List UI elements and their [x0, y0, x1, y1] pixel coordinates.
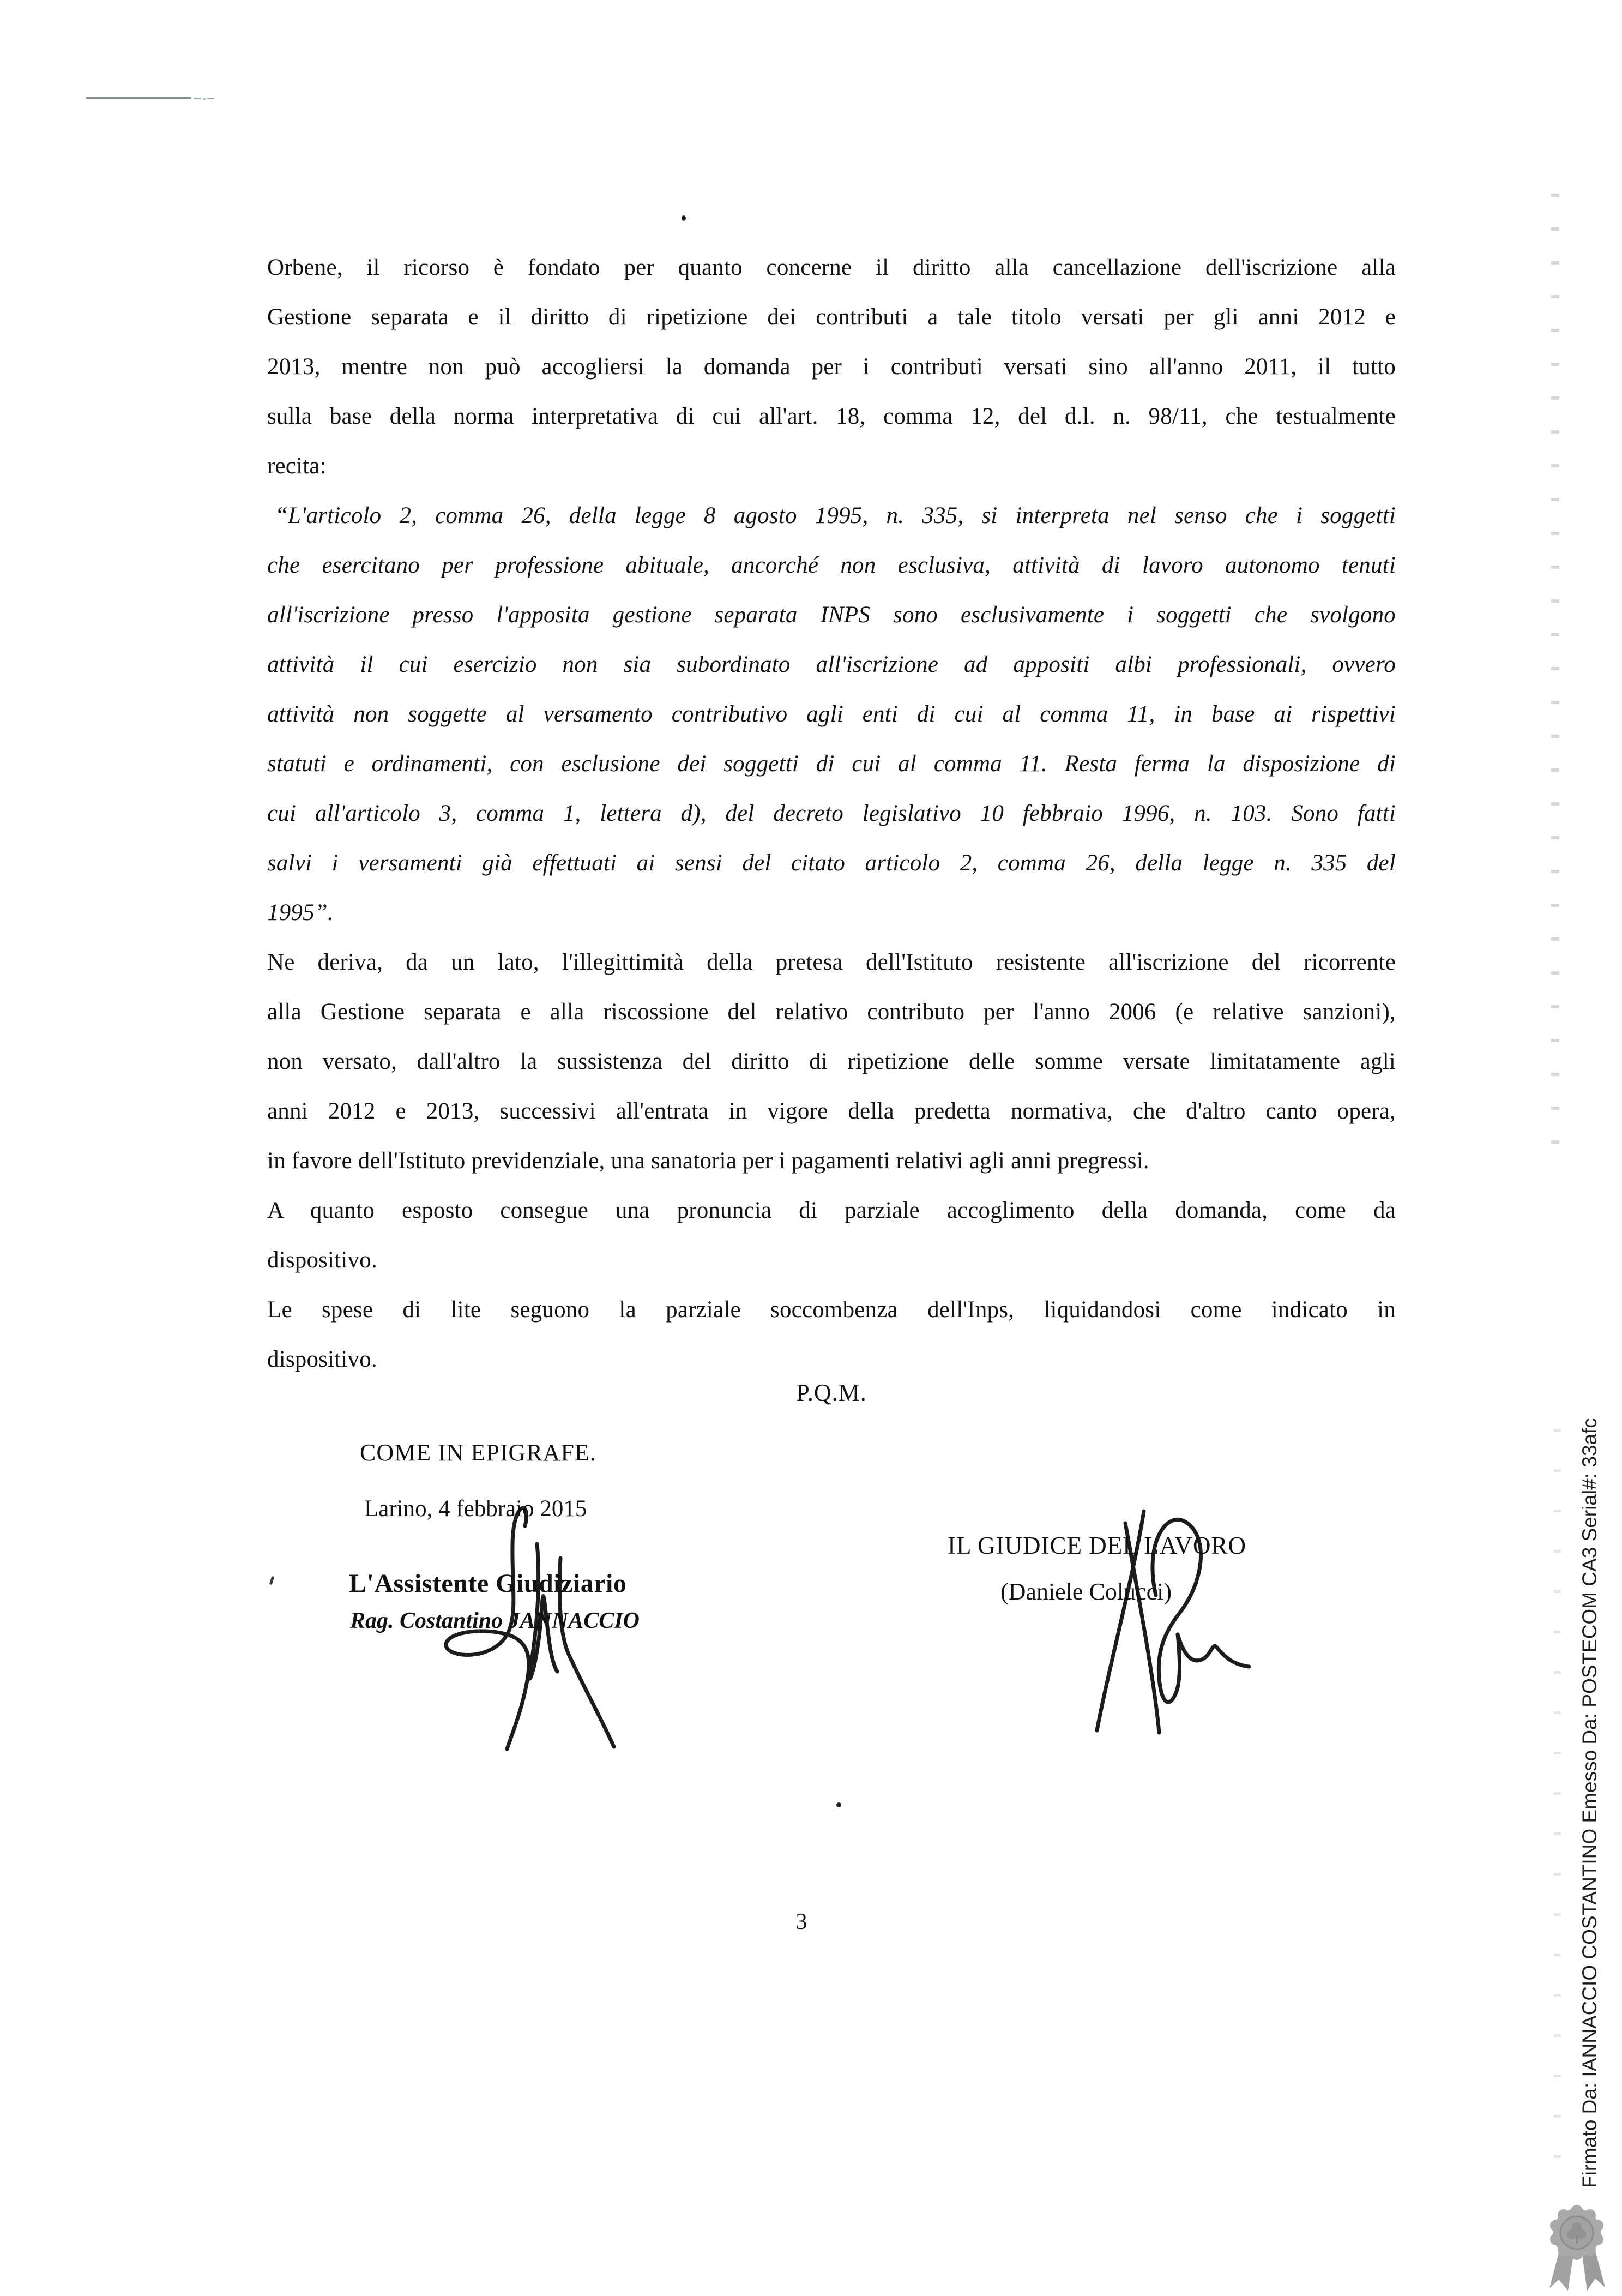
body-line: 2013, mentre non può accogliersi la domanda per i contributi versati sino all'anno 2011, il tutto	[267, 354, 1396, 380]
digital-signature-stamp: Firmato Da: IANNACCIO COSTANTINO Emesso Da: POSTECOM CA3 Serial#: 33afc	[1578, 1418, 1601, 2188]
ink-speck	[836, 1802, 841, 1807]
body-line: dispositivo.	[267, 1247, 377, 1273]
quote-line: statuti e ordinamenti, con esclusione dei soggetti di cui al comma 11. Resta ferma la disposizione di	[267, 751, 1396, 777]
body-line: A quanto esposto consegue una pronuncia di parziale accoglimento della domanda, come da	[267, 1198, 1396, 1223]
body-text	[267, 243, 1396, 1384]
epigrafe-line: COME IN EPIGRAFE.	[360, 1439, 596, 1466]
quote-line: cui all'articolo 3, comma 1, lettera d), del decreto legislativo 10 febbraio 1996, n. 103. Sono fatti	[267, 801, 1396, 826]
ink-speck	[682, 215, 686, 221]
body-line: non versato, dall'altro la sussistenza del diritto di ripetizione delle somme versate limitatamente agli	[267, 1049, 1396, 1074]
scan-artifact-dash	[207, 98, 214, 99]
scan-artifact-line	[86, 97, 191, 99]
ribbon-seal-icon	[1539, 2199, 1615, 2294]
quote-line: che esercitano per professione abituale, ancorché non esclusiva, attività di lavoro autonomo tenuti	[267, 552, 1396, 578]
quote-line: 1995”.	[267, 900, 334, 925]
judge-signature-scribble	[1069, 1492, 1265, 1753]
dateline: Larino, 4 febbraio 2015	[364, 1496, 587, 1522]
quote-line: attività il cui esercizio non sia subordinato all'iscrizione ad appositi albi professionali, ovvero	[267, 652, 1396, 677]
body-line: alla Gestione separata e alla riscossione del relativo contributo per l'anno 2006 (e relative sanzioni),	[267, 999, 1396, 1025]
quote-line: salvi i versamenti già effettuati ai sensi del citato articolo 2, comma 26, della legge n. 335 del	[267, 850, 1396, 876]
body-line: Ne deriva, da un lato, l'illegittimità della pretesa dell'Istituto resistente all'iscrizione del ricorrente	[267, 949, 1396, 975]
body-line: Gestione separata e il diritto di ripetizione dei contributi a tale titolo versati per gli anni 2012 e	[267, 304, 1396, 330]
judge-signature-name: (Daniele Colucci)	[1000, 1578, 1172, 1605]
judge-signature-role: IL GIUDICE DEL LAVORO	[948, 1532, 1247, 1559]
quote-line: all'iscrizione presso l'apposita gestione separata INPS sono esclusivamente i soggetti che svolgono	[267, 602, 1396, 628]
body-line: in favore dell'Istituto previdenziale, una sanatoria per i pagamenti relativi agli anni pregressi.	[267, 1148, 1149, 1174]
ink-speck	[269, 1576, 275, 1585]
quote-line: “L'articolo 2, comma 26, della legge 8 agosto 1995, n. 335, si interpreta nel senso che i soggetti	[275, 503, 1396, 528]
body-line: recita:	[267, 453, 327, 479]
scan-artifact-dash	[194, 98, 201, 99]
assistant-signature-role: L'Assistente Giudiziario	[349, 1569, 627, 1598]
page-number: 3	[795, 1909, 807, 1934]
assistant-signature-name: Rag. Costantino JANNACCIO	[350, 1608, 640, 1633]
body-line: Orbene, il ricorso è fondato per quanto concerne il diritto alla cancellazione dell'iscrizione alla	[267, 255, 1396, 280]
body-line: anni 2012 e 2013, successivi all'entrata in vigore della predetta normativa, che d'altro canto opera,	[267, 1098, 1396, 1124]
scan-noise-strip	[1551, 194, 1559, 1148]
scan-noise-strip	[1554, 1429, 1561, 2181]
body-line: sulla base della norma interpretativa di cui all'art. 18, comma 12, del d.l. n. 98/11, che testualmente	[267, 404, 1396, 429]
body-line: Le spese di lite seguono la parziale soccombenza dell'Inps, liquidandosi come indicato in	[267, 1297, 1396, 1323]
quote-line: attività non soggette al versamento contributivo agli enti di cui al comma 11, in base ai rispettivi	[267, 701, 1396, 727]
pqm-heading: P.Q.M.	[796, 1379, 867, 1406]
scan-artifact-dot	[203, 98, 206, 100]
body-line: dispositivo.	[267, 1347, 377, 1372]
